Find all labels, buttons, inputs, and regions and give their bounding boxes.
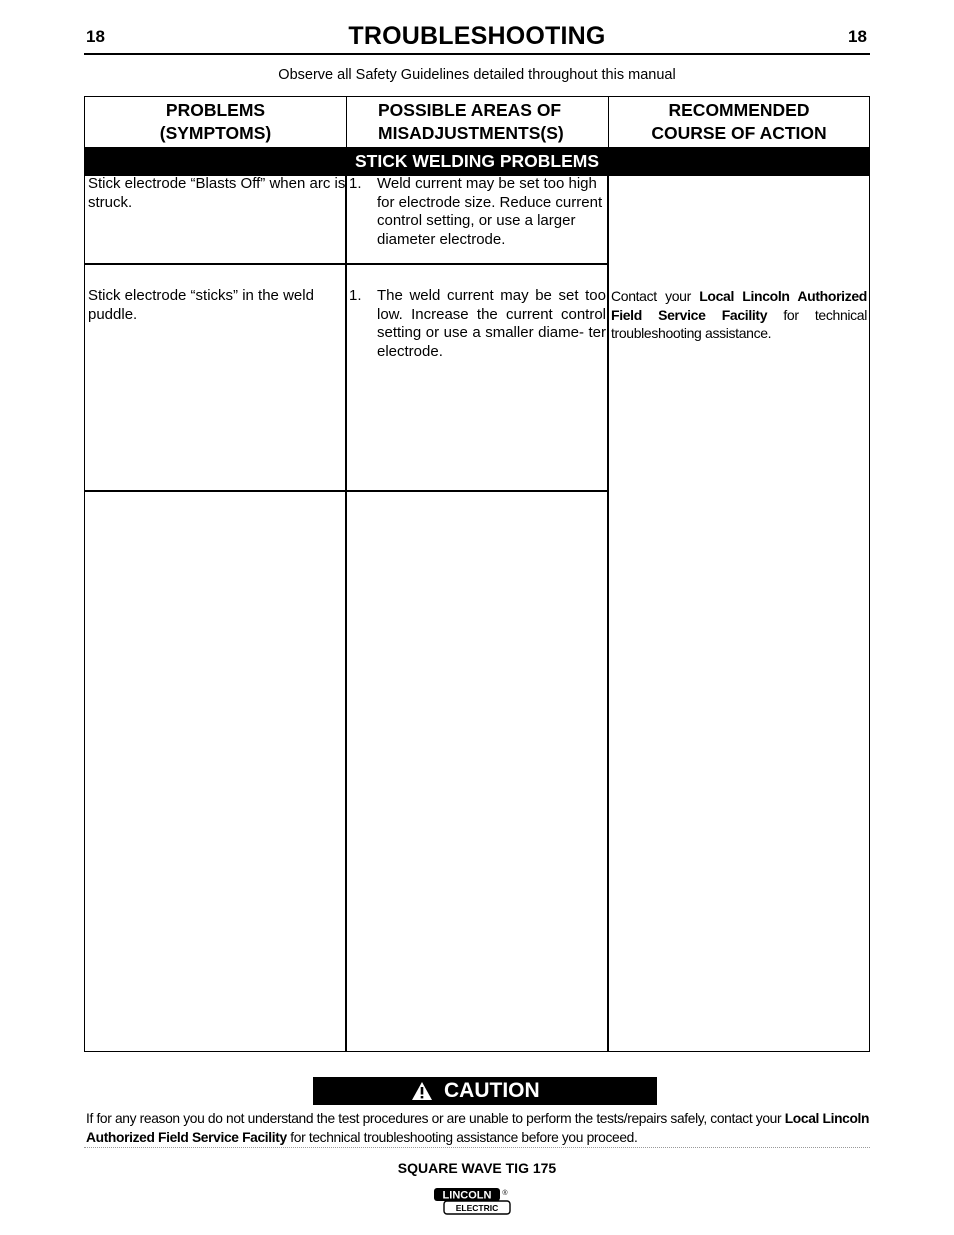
row-divider xyxy=(84,490,608,492)
section-title-bar xyxy=(84,148,870,176)
caution-bar xyxy=(313,1077,657,1105)
footer-divider xyxy=(84,1147,870,1148)
warning-triangle-icon xyxy=(411,1081,433,1101)
table-border-left xyxy=(84,176,85,1052)
safety-note: Observe all Safety Guidelines detailed throughout this manual xyxy=(278,67,676,83)
action-text: for technical troubleshooting assistance. xyxy=(611,306,867,341)
column-header-misadjustments xyxy=(346,96,609,148)
caution-text-part: for technical troubleshooting assistance before you proceed. xyxy=(286,1130,638,1145)
service-facility-emphasis: Local Lincoln Authorized Field Service Facility xyxy=(611,288,867,323)
recommended-action xyxy=(611,287,867,343)
service-facility-emphasis: Local Lincoln Authorized Field Service Facility xyxy=(86,1111,870,1145)
logo-text-lincoln: LINCOLN xyxy=(442,1189,492,1202)
page-title: TROUBLESHOOTING xyxy=(348,22,606,50)
column-divider xyxy=(607,176,609,1052)
column-header-line: COURSE OF ACTION xyxy=(651,123,827,143)
model-name: SQUARE WAVE TIG 175 xyxy=(397,1160,557,1176)
logo-registered-mark: ® xyxy=(502,1190,508,1197)
column-header-problems xyxy=(84,96,347,148)
cause-number: 1. xyxy=(349,287,362,304)
section-title: STICK WELDING PROBLEMS xyxy=(354,151,600,171)
action-text: Contact your xyxy=(611,288,700,304)
title-divider xyxy=(84,53,870,55)
cause-text: Weld current may be set too high for electrode size. Reduce current control setting, or use a larger diameter electrode. xyxy=(377,175,603,248)
column-header-line: MISADJUSTMENTS(S) xyxy=(378,123,564,143)
table-border-bottom xyxy=(84,1051,870,1052)
logo-text-electric: ELECTRIC xyxy=(455,1203,499,1213)
row-divider xyxy=(84,263,608,265)
column-header-line: POSSIBLE AREAS OF xyxy=(378,100,562,120)
caution-label: CAUTION xyxy=(444,1079,540,1102)
page-number-right: 18 xyxy=(848,27,867,46)
cause-text: The weld current may be set too low. Increase the current control setting or use a smaller diame- ter electrode. xyxy=(377,287,606,360)
page-number-left: 18 xyxy=(86,27,105,46)
cause-number: 1. xyxy=(349,175,362,192)
caution-text xyxy=(86,1109,870,1147)
lincoln-electric-logo xyxy=(433,1187,511,1215)
problem-text: Stick electrode “Blasts Off” when arc is struck. xyxy=(88,175,346,211)
column-header-line: RECOMMENDED xyxy=(668,100,810,120)
column-header-line: (SYMPTOMS) xyxy=(159,123,272,143)
caution-text-part: If for any reason you do not understand the test procedures or are unable to perform the tests/repairs safely, contact your xyxy=(86,1111,785,1126)
table-border-right xyxy=(869,176,870,1052)
problem-text: Stick electrode “sticks” in the weld puddle. xyxy=(88,287,314,323)
column-header-action xyxy=(608,96,870,148)
column-header-line: PROBLEMS xyxy=(165,100,266,120)
